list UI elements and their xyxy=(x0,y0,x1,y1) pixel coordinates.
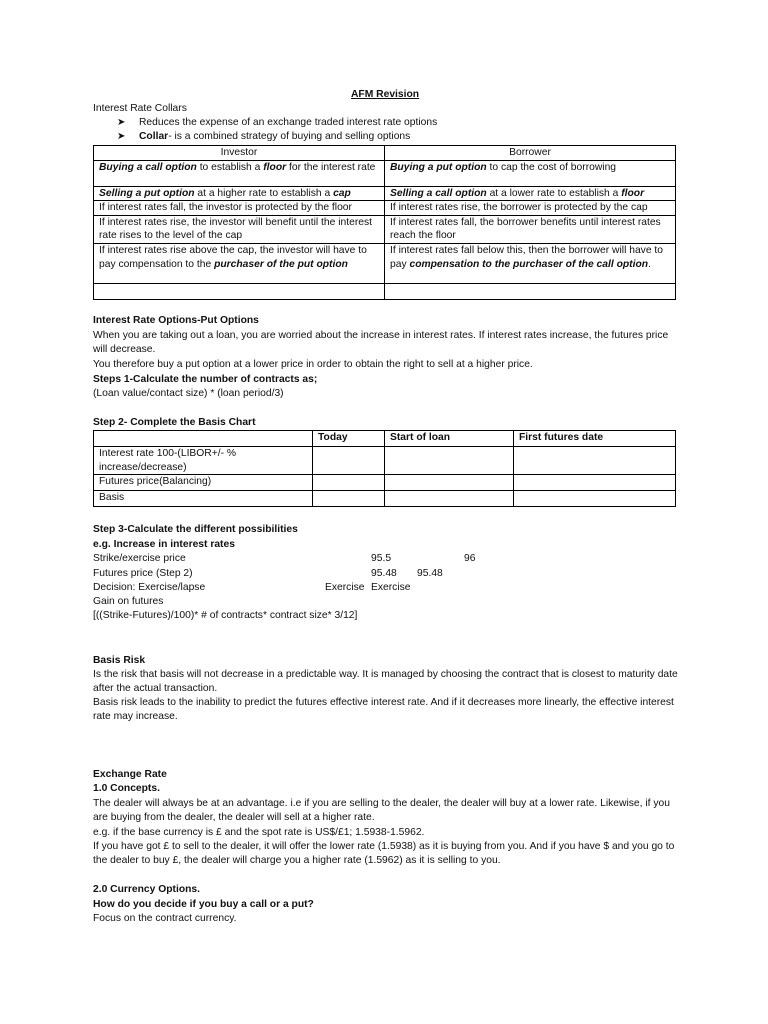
paragraph: When you are taking out a loan, you are worried about the increase in interest rates. If interest rates increase, the futures price will decrease. xyxy=(93,330,669,355)
table-row xyxy=(94,215,676,243)
table-row xyxy=(94,243,676,283)
row-label: Basis xyxy=(94,491,313,507)
cell-text: Selling a put option xyxy=(99,187,195,199)
section-heading-collars: Interest Rate Collars xyxy=(93,103,187,114)
step-3-heading: Step 3-Calculate the different possibilities xyxy=(93,524,298,535)
strike-value: 95.5 xyxy=(371,553,392,564)
cell-text: If interest rates rise above the cap, the investor will have to pay compensation to the xyxy=(99,244,367,270)
table-row xyxy=(94,160,676,186)
cell-text: floor xyxy=(263,161,287,173)
strike-value: 96 xyxy=(464,553,476,564)
paragraph: Basis risk leads to the inability to predict the futures effective interest rate. And if it decreases more linearly, the effective interest rate may increase. xyxy=(93,697,674,722)
bullet-item: ➤ Reduces the expense of an exchange traded interest rate options xyxy=(117,117,438,128)
row-label: Futures price(Balancing) xyxy=(94,475,313,491)
table-cell xyxy=(514,475,676,491)
table-cell-investor xyxy=(94,160,385,186)
step-1-heading: Steps 1-Calculate the number of contracts as; xyxy=(93,374,318,385)
table-row xyxy=(94,201,676,216)
cell-text: If interest rates fall, the investor is protected by the floor xyxy=(99,202,352,214)
strike-label: Strike/exercise price xyxy=(93,553,186,564)
bullet-item: ➤ Collar- is a combined strategy of buying and selling options xyxy=(117,131,411,142)
column-header-blank xyxy=(94,431,313,447)
decision-value: Exercise xyxy=(371,582,411,593)
arrow-bullet-icon: ➤ xyxy=(117,131,126,142)
question-heading: How do you decide if you buy a call or a put? xyxy=(93,899,314,910)
cell-text: purchaser of the put option xyxy=(214,258,348,270)
section-heading-put-options: Interest Rate Options-Put Options xyxy=(93,315,259,326)
paragraph: The dealer will always be at an advantage. i.e if you are selling to the dealer, the dealer will buy at a lower rate. Likewise, if you are buying from the dealer, the dealer will sell at a higher rate. xyxy=(93,798,670,823)
cell-text: Selling a call option xyxy=(390,187,487,199)
table-cell xyxy=(385,447,514,475)
column-header-investor: Investor xyxy=(94,146,385,161)
table-cell-investor xyxy=(94,243,385,283)
step-2-heading: Step 2- Complete the Basis Chart xyxy=(93,417,256,428)
table-cell-borrower xyxy=(385,215,676,243)
cell-text: at a higher rate to establish a xyxy=(194,187,334,199)
cell-text: cap xyxy=(333,187,351,199)
gain-formula: [((Strike-Futures)/100)* # of contracts* contract size* 3/12] xyxy=(93,610,358,621)
paragraph: Focus on the contract currency. xyxy=(93,913,237,924)
table-row xyxy=(94,186,676,201)
cell-text: at a lower rate to establish a xyxy=(486,187,622,199)
table-cell-investor xyxy=(94,283,385,299)
decision-label: Decision: Exercise/lapse xyxy=(93,582,206,593)
cell-text: for the interest rate xyxy=(286,161,376,173)
table-cell xyxy=(514,447,676,475)
table-row xyxy=(94,447,676,475)
subheading-currency-options: 2.0 Currency Options. xyxy=(93,884,201,895)
futures-value: 95.48 xyxy=(371,568,397,579)
paragraph: e.g. if the base currency is £ and the spot rate is US$/£1; 1.5938-1.5962. xyxy=(93,827,425,838)
table-cell xyxy=(514,491,676,507)
row-label: Interest rate 100-(LIBOR+/- % increase/decrease) xyxy=(94,447,313,475)
table-cell xyxy=(313,447,385,475)
section-heading-exchange-rate: Exchange Rate xyxy=(93,769,167,780)
futures-value: 95.48 xyxy=(417,568,443,579)
cell-text: If interest rates fall below this, then the borrower will have to pay xyxy=(390,244,663,270)
table-cell-investor xyxy=(94,186,385,201)
cell-text: to cap the cost of borrowing xyxy=(486,161,617,173)
futures-label: Futures price (Step 2) xyxy=(93,568,193,579)
cell-text: . xyxy=(648,258,651,270)
column-header-start-of-loan: Start of loan xyxy=(385,431,514,447)
cell-text: Buying a put option xyxy=(390,161,487,173)
basis-chart-table xyxy=(93,430,676,507)
table-cell-borrower xyxy=(385,283,676,299)
step-1-formula: (Loan value/contact size) * (loan period/3) xyxy=(93,388,284,399)
arrow-bullet-icon: ➤ xyxy=(117,117,126,128)
cell-text: If interest rates fall, the borrower benefits until interest rates reach the floor xyxy=(390,216,661,242)
table-row xyxy=(94,491,676,507)
decision-value: Exercise xyxy=(325,582,365,593)
page-title: AFM Revision xyxy=(351,89,420,100)
gain-label: Gain on futures xyxy=(93,596,164,607)
column-header-borrower: Borrower xyxy=(385,146,676,161)
example-heading: e.g. Increase in interest rates xyxy=(93,539,235,550)
cell-text: If interest rates rise, the borrower is protected by the cap xyxy=(390,202,648,214)
table-cell-borrower xyxy=(385,243,676,283)
cell-text: floor xyxy=(621,187,645,199)
subheading-concepts: 1.0 Concepts. xyxy=(93,783,160,794)
table-cell xyxy=(385,491,514,507)
column-header-first-futures-date: First futures date xyxy=(514,431,676,447)
table-cell xyxy=(385,475,514,491)
table-cell-borrower xyxy=(385,160,676,186)
table-cell-borrower xyxy=(385,201,676,216)
paragraph: If you have got £ to sell to the dealer, it will offer the lower rate (1.5938) as it is buying from you. And if you have $ and you go to the dealer to buy £, the dealer will charge you a higher rate (1.5962) as it is selling to you. xyxy=(93,841,675,866)
table-row xyxy=(94,475,676,491)
cell-text: If interest rates rise, the investor will benefit until the interest rate rises to the level of the cap xyxy=(99,216,372,242)
cell-text: Buying a call option xyxy=(99,161,197,173)
table-cell xyxy=(313,491,385,507)
paragraph: You therefore buy a put option at a lower price in order to obtain the right to sell at a higher price. xyxy=(93,359,533,370)
cell-text: to establish a xyxy=(196,161,264,173)
cell-text: compensation to the purchaser of the call option xyxy=(409,258,649,270)
section-heading-basis-risk: Basis Risk xyxy=(93,655,146,666)
table-cell-investor xyxy=(94,215,385,243)
table-cell-borrower xyxy=(385,186,676,201)
column-header-today: Today xyxy=(313,431,385,447)
collars-table xyxy=(93,145,676,300)
paragraph: Is the risk that basis will not decrease in a predictable way. It is managed by choosing the contract that is closest to maturity date after the actual transaction. xyxy=(93,669,678,694)
table-row xyxy=(94,283,676,299)
table-cell xyxy=(313,475,385,491)
table-cell-investor xyxy=(94,201,385,216)
